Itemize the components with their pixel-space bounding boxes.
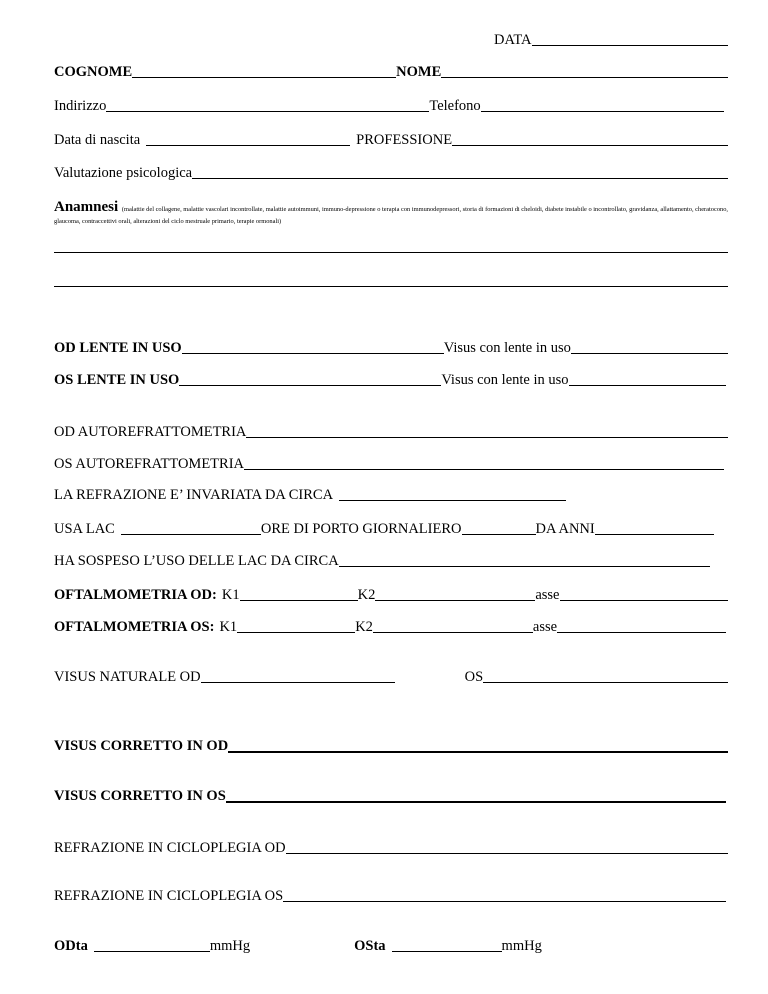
od-k2-label: K2: [357, 587, 376, 603]
os-autorefr-field[interactable]: [244, 469, 724, 470]
corrected-visus-os-label: VISUS CORRETTO IN OS: [54, 788, 226, 804]
os-k1-field[interactable]: [237, 632, 355, 633]
os-lens-label: OS LENTE IN USO: [54, 372, 180, 388]
os-autorefr-row: [54, 456, 724, 473]
cycloplegia-os-row: [54, 888, 726, 905]
anamnesis-title: Anamnesi: [54, 199, 119, 215]
lac-suspended-row: [54, 553, 710, 570]
surname-name-row: [54, 64, 728, 81]
od-k1-field[interactable]: [240, 600, 358, 601]
os-autorefr-label: OS AUTOREFRATTOMETRIA: [54, 456, 245, 472]
profession-label: PROFESSIONE: [356, 132, 453, 148]
natural-visus-os-label: OS: [464, 669, 484, 685]
lac-suspended-field[interactable]: [339, 566, 710, 567]
keratometry-od-label: OFTALMOMETRIA OD:: [54, 587, 217, 603]
osta-unit: mmHg: [501, 938, 542, 954]
birthdate-label: Data di nascita: [54, 132, 141, 148]
od-autorefr-row: [54, 424, 728, 441]
od-visus-field[interactable]: [571, 353, 728, 354]
natural-visus-os-field[interactable]: [483, 682, 728, 683]
odta-label: ODta: [54, 938, 88, 954]
refraction-unchanged-row: [54, 487, 566, 504]
os-k2-label: K2: [355, 619, 373, 635]
od-k2-field[interactable]: [375, 600, 535, 601]
od-autorefr-label: OD AUTOREFRATTOMETRIA: [54, 424, 247, 440]
surname-field[interactable]: [132, 77, 396, 78]
years-label: DA ANNI: [535, 521, 595, 537]
keratometry-os-label: OFTALMOMETRIA OS:: [54, 619, 215, 635]
birthdate-field[interactable]: [146, 145, 350, 146]
cycloplegia-od-label: REFRAZIONE IN CICLOPLEGIA OD: [54, 840, 286, 856]
lac-usage-row: [54, 521, 714, 538]
refraction-unchanged-label: LA REFRAZIONE E’ INVARIATA DA CIRCA: [54, 487, 334, 503]
os-k1-label: K1: [219, 619, 238, 635]
cycloplegia-os-field[interactable]: [283, 901, 726, 902]
corrected-visus-od-field[interactable]: [228, 751, 728, 753]
wear-hours-field[interactable]: [462, 534, 536, 535]
anamnesis-note: (malattie del collagene, malattie vascolari incontrollate, malattie autoimmuni, immuno-depressione o terapia con immunodepressori, storia di formazioni di cheloidi, diabete instabile o incontrollato, gravidanza, allattamento, cheratocono, glaucoma, contraccettivi orali, alterazioni del ciclo mestruale primario, terapie ormonali): [54, 206, 729, 225]
psych-label: Valutazione psicologica: [54, 165, 193, 181]
birth-profession-row: [54, 132, 728, 149]
cycloplegia-od-row: [54, 840, 728, 857]
od-autorefr-field[interactable]: [246, 437, 728, 438]
corrected-visus-od-label: VISUS CORRETTO IN OD: [54, 738, 229, 754]
od-lens-label: OD LENTE IN USO: [54, 340, 182, 356]
keratometry-od-row: [54, 587, 728, 604]
odta-unit: mmHg: [209, 938, 251, 954]
anamnesis-line-1[interactable]: [54, 252, 728, 253]
odta-field[interactable]: [94, 951, 210, 952]
osta-label: OSta: [354, 938, 386, 954]
os-axis-field[interactable]: [557, 632, 726, 633]
os-lens-field[interactable]: [179, 385, 441, 386]
os-k2-field[interactable]: [373, 632, 533, 633]
refraction-unchanged-field[interactable]: [339, 500, 566, 501]
surname-label: COGNOME: [54, 64, 133, 80]
od-axis-label: asse: [535, 587, 560, 603]
od-k1-label: K1: [221, 587, 240, 603]
anamnesis-block: [54, 199, 729, 226]
natural-visus-od-field[interactable]: [201, 682, 395, 683]
address-label: Indirizzo: [54, 98, 107, 114]
od-axis-field[interactable]: [560, 600, 729, 601]
psych-row: [54, 165, 728, 182]
natural-visus-row: [54, 669, 728, 686]
lac-suspended-label: HA SOSPESO L’USO DELLE LAC DA CIRCA: [54, 553, 339, 569]
os-axis-label: asse: [532, 619, 558, 635]
psych-field[interactable]: [192, 178, 728, 179]
os-visus-field[interactable]: [569, 385, 726, 386]
od-lens-field[interactable]: [182, 353, 444, 354]
cycloplegia-od-field[interactable]: [286, 853, 728, 854]
phone-label: Telefono: [429, 98, 481, 114]
date-row: [494, 32, 728, 49]
phone-field[interactable]: [481, 111, 724, 112]
osta-field[interactable]: [392, 951, 502, 952]
address-phone-row: [54, 98, 724, 115]
od-visus-label: Visus con lente in uso: [443, 340, 571, 356]
address-field[interactable]: [106, 111, 429, 112]
date-label: DATA: [494, 32, 532, 48]
profession-field[interactable]: [452, 145, 728, 146]
wear-hours-label: ORE DI PORTO GIORNALIERO: [260, 521, 462, 537]
os-visus-label: Visus con lente in uso: [441, 372, 569, 388]
cycloplegia-os-label: REFRAZIONE IN CICLOPLEGIA OS: [54, 888, 284, 904]
natural-visus-od-label: VISUS NATURALE OD: [54, 669, 201, 685]
od-lens-row: [54, 340, 728, 357]
corrected-visus-os-field[interactable]: [226, 801, 726, 803]
tonometry-row: [54, 938, 588, 955]
date-field[interactable]: [532, 45, 728, 46]
corrected-visus-od-row: [54, 738, 728, 755]
years-field[interactable]: [595, 534, 714, 535]
os-lens-row: [54, 372, 726, 389]
name-label: NOME: [396, 64, 442, 80]
lac-label: USA LAC: [54, 521, 115, 537]
corrected-visus-os-row: [54, 788, 726, 805]
lac-field[interactable]: [121, 534, 261, 535]
anamnesis-line-2[interactable]: [54, 286, 728, 287]
keratometry-os-row: [54, 619, 726, 636]
name-field[interactable]: [441, 77, 728, 78]
